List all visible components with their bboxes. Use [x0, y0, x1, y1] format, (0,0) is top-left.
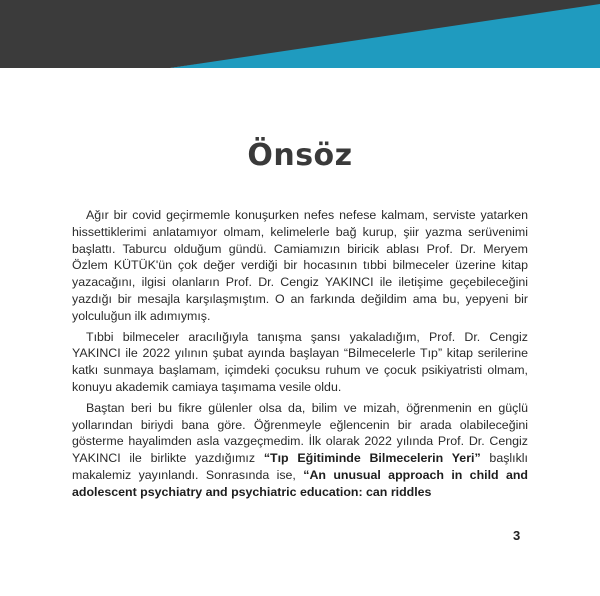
paragraph-text: Baştan beri bu fikre gülenler olsa da, bilim ve mizah, öğrenmenin en güçlü yollarından biriydi bana göre. Öğrenmeyle eğlencenin bir arada olabileceğini gösterme hayalimden asla vazgeçmedim. İlk olarak 2022 yılında Prof. Dr. Cengiz YAKINCI ile birlikte yazdığımız	[72, 400, 528, 466]
header-decoration	[0, 0, 600, 68]
paragraph-bold-text: “Tıp Eğitiminde Bilmecelerin Yeri”	[263, 451, 481, 466]
paragraph	[72, 400, 528, 501]
paragraph-text: Ağır bir covid geçirmemle konuşurken nefes nefese kalmam, serviste yatarken hissettiklerimi anlatamıyor olmam, kelimelerle bağ kurup, şiir yazma serüvenimi başlattı. Taburcu olduğum gündü. Camiamızın biricik ablası Prof. Dr. Meryem Özlem KÜTÜK'ün çok değer verdiği bir hocasının tıbbi bilmeceler üzerine kitap yazacağını, ilgisi olanların Prof. Dr. Cengiz YAKINCI ile iletişime geçebileceğini yazdığı bir mesajla karşılaşmıştım. O an farkında değildim ama bu, yepyeni bir yolculuğun ilk adımıymış.	[72, 208, 528, 323]
page-title: Önsöz	[247, 138, 353, 173]
paragraph-bold-text: “An unusual approach in child and adolescent psychiatry and psychiatric education: can riddles	[72, 467, 528, 499]
page-number: 3	[513, 528, 521, 543]
paragraph	[72, 207, 528, 325]
paragraph	[72, 329, 528, 396]
preface-body	[72, 207, 528, 505]
paragraph-text: başlıklı makalemiz yayınlandı. Sonrasında ise,	[72, 451, 528, 482]
paragraph-text: Tıbbi bilmeceler aracılığıyla tanışma şansı yakaladığım, Prof. Dr. Cengiz YAKINCI ile 2022 yılının şubat ayında başlayan “Bilmecelerle Tıp” kitap serilerine katkı sunmaya başlamam, içimdeki çocuksu ruhum ve çocuk psikiyatristi olmam, konuyu akademik camiaya taşımama vesile oldu.	[72, 329, 528, 394]
